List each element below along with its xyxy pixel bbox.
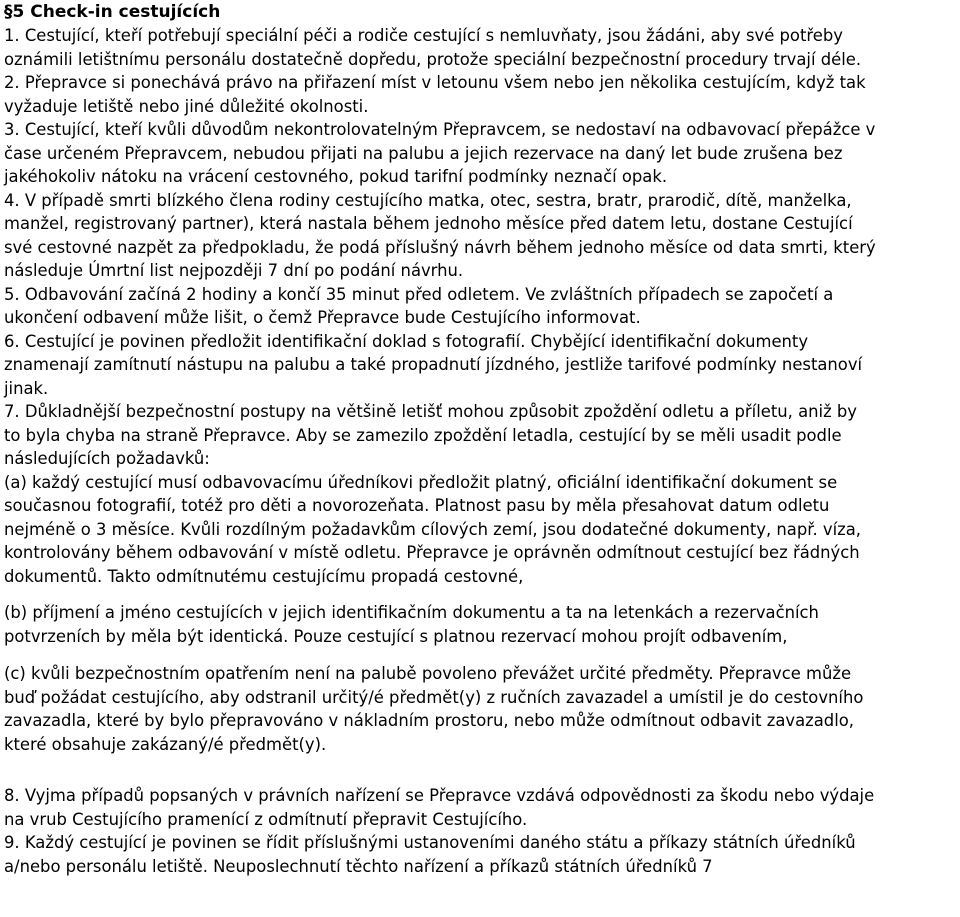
paragraph-line: na vrub Cestujícího pramenící z odmítnutí přepravit Cestujícího. [4, 809, 528, 829]
paragraph-line: ukončení odbavení může lišit, o čemž Přepravce bude Cestujícího informovat. [4, 308, 641, 327]
paragraph-line: to byla chyba na straně Přepravce. Aby se zamezilo zpoždění letadla, cestující by se měli usadit podle [4, 425, 842, 445]
paragraph-line: zavazadla, které by bylo přepravováno v nákladním prostoru, nebo může odmítnout odbavit zavazadlo, [4, 711, 854, 730]
paragraph-line: následujících požadavků: [4, 449, 210, 468]
paragraph-line: následuje Úmrtní list nejpozději 7 dní po podání návrhu. [4, 261, 464, 280]
paragraph-p3 [4, 118, 958, 189]
document-page [4, 0, 958, 878]
paragraph-line: současnou fotografií, totéž pro děti a novorozeňata. Platnost pasu by měla přesahovat datum odletu [4, 496, 830, 515]
paragraph-p7c [4, 662, 958, 756]
paragraph-line: 1. Cestující, kteří potřebují speciální péči a rodiče cestující s nemluvňaty, jsou žádáni, aby své potřeby [4, 26, 843, 45]
paragraph-line: 8. Vyjma případů popsaných v právních nařízení se Přepravce vzdává odpovědnosti za škodu nebo výdaje [4, 786, 875, 805]
paragraph-line: 2. Přepravce si ponechává právo na přiřazení míst v letounu všem nebo jen několika cestujícím, když tak [4, 73, 866, 92]
paragraph-line: (c) kvůli bezpečnostním opatřením není na palubě povoleno převážet určité předměty. Přepravce může [4, 664, 852, 683]
paragraph-line: (b) příjmení a jméno cestujících v jejich identifikačním dokumentu a ta na letenkách a rezervačních [4, 603, 819, 622]
paragraph-p2 [4, 71, 958, 118]
paragraph-p5 [4, 283, 958, 330]
paragraph-line: 7. Důkladnější bezpečnostní postupy na většině letišť mohou způsobit zpoždění odletu a příletu, aniž by [4, 402, 858, 421]
paragraph-line: znamenají zamítnutí nástupu na palubu a také propadnutí jízdného, jestliže tarifové podmínky nestanoví [4, 355, 863, 374]
section-heading: §5 Check-in cestujících [4, 2, 221, 22]
paragraph-line: 6. Cestující je povinen předložit identifikační doklad s fotografií. Chybějící identifikační dokumenty [4, 331, 809, 351]
paragraph-p4 [4, 189, 958, 283]
paragraph-p6 [4, 330, 958, 401]
paragraph-line: 9. Každý cestující je povinen se řídit příslušnými ustanoveními daného státu a příkazy státních úředníků [4, 833, 856, 852]
paragraph-line: (a) každý cestující musí odbavovacímu úředníkovi předložit platný, oficiální identifikační dokument se [4, 472, 838, 492]
paragraph-line: čase určeném Přepravcem, nebudou přijati na palubu a jejich rezervace na daný let bude zrušena bez [4, 143, 843, 163]
paragraph-line: které obsahuje zakázaný/é předmět(y). [4, 734, 327, 754]
paragraph-line: a/nebo personálu letiště. Neuposlechnutí těchto nařízení a příkazů státních úředníků 7 [4, 856, 713, 876]
paragraph-line: dokumentů. Takto odmítnutému cestujícímu propadá cestovné, [4, 566, 524, 586]
document-body [4, 24, 958, 878]
paragraph-line: jinak. [4, 378, 49, 398]
paragraph-p9 [4, 831, 958, 878]
paragraph-line: buď požádat cestujícího, aby odstranil určitý/é předmět(y) z ručních zavazadel a umístil je do cestovního [4, 687, 864, 707]
paragraph-line: 4. V případě smrti blízkého člena rodiny cestujícího matka, otec, sestra, bratr, prarodič, dítě, manželka, [4, 190, 852, 210]
paragraph-p7b [4, 601, 958, 648]
paragraph-line: oznámili letištnímu personálu dostatečně dopředu, protože speciální bezpečnostní procedury trvají déle. [4, 49, 862, 69]
paragraph-line: vyžaduje letiště nebo jiné důležité okolnosti. [4, 96, 369, 116]
paragraph-line: kontrolovány během odbavování v místě odletu. Přepravce je oprávněn odmítnout cestující bez řádných [4, 543, 860, 562]
paragraph-p1 [4, 24, 958, 71]
paragraph-p8 [4, 784, 958, 831]
paragraph-line: své cestovné nazpět za předpokladu, že podá příslušný návrh během jednoho měsíce od data smrti, který [4, 237, 876, 257]
paragraph-line: jakéhokoliv nátoku na vrácení cestovného, pokud tarifní podmínky neznačí opak. [4, 167, 668, 186]
paragraph-line: 5. Odbavování začíná 2 hodiny a končí 35 minut před odletem. Ve zvláštních případech se započetí a [4, 284, 834, 304]
paragraph-line: potvrzeních by měla být identická. Pouze cestující s platnou rezervací mohou projít odbavením, [4, 626, 788, 646]
paragraph-line: manžel, registrovaný partner), která nastala během jednoho měsíce před datem letu, dostane Cestující [4, 214, 853, 233]
paragraph-line: 3. Cestující, kteří kvůli důvodům nekontrolovatelným Přepravcem, se nedostaví na odbavovací přepážce v [4, 120, 876, 139]
paragraph-line: nejméně o 3 měsíce. Kvůli rozdílným požadavkům cílových zemí, jsou dodatečné dokumenty, např. víza, [4, 519, 862, 539]
paragraph-p7 [4, 400, 958, 588]
